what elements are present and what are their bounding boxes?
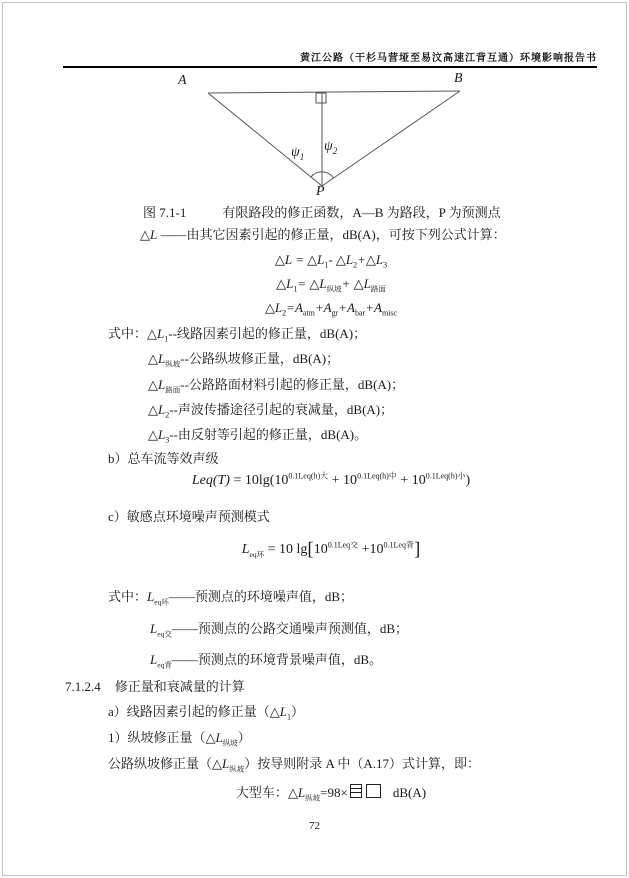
term-symbol: L bbox=[150, 652, 158, 667]
term-subscript: 2 bbox=[165, 410, 170, 420]
term-symbol: L bbox=[150, 621, 158, 636]
term-symbol: △L bbox=[148, 377, 166, 392]
formula-term: △L = △L bbox=[274, 252, 325, 267]
section-b-heading: b）总车流等效声级 bbox=[108, 451, 219, 466]
term-symbol: △L bbox=[287, 785, 306, 800]
figure-label-b: B bbox=[454, 71, 463, 86]
psi2-symbol: ψ bbox=[324, 139, 333, 154]
delta-l-definition-text: ——由其它因素引起的修正量，dB(A)，可按下列公式计算： bbox=[157, 227, 506, 242]
term-definition: ——预测点的公路交通噪声预测值，dB； bbox=[171, 621, 408, 636]
formula-subscript: 2 bbox=[353, 260, 358, 270]
formula-term: +10 bbox=[358, 542, 384, 557]
term-symbol: △L bbox=[148, 427, 166, 442]
formula-term: △L bbox=[264, 300, 283, 315]
psi1-symbol: ψ bbox=[291, 145, 300, 160]
formula-subscript: 2 bbox=[282, 308, 287, 318]
where2-line-3 bbox=[150, 652, 382, 668]
formula-superscript: 0.1Leq背 bbox=[383, 540, 414, 550]
header-rule bbox=[63, 66, 597, 68]
term-definition: --公路路面材料引起的修正量，dB(A)； bbox=[180, 377, 405, 392]
formula-term: = 10 lg bbox=[264, 542, 308, 557]
formula-term: = △L bbox=[297, 276, 327, 291]
formula-subscript: bar bbox=[355, 308, 366, 318]
formula-large-vehicle bbox=[0, 782, 629, 801]
term-definition: --公路纵坡修正量，dB(A)； bbox=[180, 351, 340, 366]
term-subscript: 1 bbox=[287, 712, 292, 722]
formula-superscript: 0.1Leq交 bbox=[327, 540, 359, 550]
item-text: 1）纵坡修正量（ bbox=[108, 730, 206, 745]
formula-superscript: 0.1Leq(h)小 bbox=[425, 471, 466, 481]
term-definition: --声波传播途径引起的衰减量，dB(A)； bbox=[169, 402, 394, 417]
formula-term: = 10lg(10 bbox=[229, 473, 289, 488]
slope-correction-sentence bbox=[108, 756, 480, 772]
formula-term: =98× bbox=[320, 785, 348, 800]
formula-term: +A bbox=[314, 300, 332, 315]
right-angle-mark bbox=[316, 93, 326, 103]
line-b-to-p bbox=[322, 91, 460, 186]
delta-l-symbol: △L bbox=[140, 227, 158, 242]
formula-subscript: 1 bbox=[293, 284, 298, 294]
formula-subscript: 纵坡 bbox=[326, 284, 342, 294]
missing-glyph-box bbox=[366, 784, 381, 798]
where-prefix: 式中： bbox=[108, 589, 148, 604]
header-title: 黄江公路（干杉马营垭至易汶高速江背互通）环境影响报告书 bbox=[300, 53, 597, 64]
section-7124-heading bbox=[65, 679, 245, 695]
formula-delta-l2 bbox=[0, 300, 629, 316]
formula-subscript: 路面 bbox=[370, 284, 386, 294]
term-definition: ——预测点的环境噪声值，dB； bbox=[168, 589, 354, 604]
formula-term: =A bbox=[286, 300, 303, 315]
figure-angle-psi2 bbox=[324, 139, 337, 155]
term-symbol: △L bbox=[148, 402, 166, 417]
where1-line-4 bbox=[148, 402, 393, 418]
term-subscript: 纵坡 bbox=[222, 738, 238, 748]
term-symbol: △L bbox=[212, 756, 230, 771]
item-text: ）按导则附录 A 中（A.17）式计算，即： bbox=[244, 756, 481, 771]
where-prefix: 式中： bbox=[108, 326, 148, 341]
formula-term: + △L bbox=[341, 276, 371, 291]
formula-term: +A bbox=[338, 300, 355, 315]
missing-glyph-box bbox=[350, 784, 362, 798]
page-number: 72 bbox=[309, 820, 320, 832]
segment-ab-line bbox=[208, 91, 460, 93]
item-a-line bbox=[108, 704, 304, 720]
formula-subscript: misc bbox=[381, 308, 398, 318]
left-bracket: [ bbox=[307, 539, 314, 560]
term-subscript: 纵坡 bbox=[305, 793, 321, 803]
formula-term: - △L bbox=[328, 252, 354, 267]
psi2-subscript: 2 bbox=[332, 145, 338, 156]
formula-subscript: atm bbox=[302, 308, 315, 318]
term-subscript: 路面 bbox=[165, 385, 181, 395]
formula-subscript: gr bbox=[331, 308, 339, 318]
formula-subscript: 1 bbox=[324, 260, 329, 270]
formula-subscript: 3 bbox=[383, 260, 388, 270]
formula-term: 10 bbox=[313, 542, 328, 557]
where1-line-1 bbox=[108, 326, 366, 342]
section-c-heading: c）敏感点环境噪声预测模式 bbox=[108, 509, 270, 524]
formula-subscript: eq环 bbox=[249, 549, 265, 559]
figure-caption-text: 有限路段的修正函数，A—B 为路段，P 为预测点 bbox=[222, 205, 501, 220]
line-a-to-p bbox=[208, 93, 322, 186]
formula-term: L bbox=[241, 542, 250, 557]
formula-term: △L bbox=[276, 276, 294, 291]
where1-line-3 bbox=[148, 377, 404, 393]
formula-delta-l1 bbox=[0, 276, 629, 292]
delta-l-definition-line bbox=[140, 227, 506, 243]
item-text: ） bbox=[291, 704, 305, 719]
formula-term: Leq(T) bbox=[191, 473, 230, 488]
term-subscript: 3 bbox=[165, 435, 170, 445]
term-definition: ——预测点的环境背景噪声值，dB。 bbox=[171, 652, 382, 667]
formula-superscript: 0.1Leq(h)中 bbox=[357, 471, 397, 481]
figure-label-p: P bbox=[316, 184, 325, 199]
formula-leq-t bbox=[0, 473, 629, 489]
formula-delta-l-sum bbox=[0, 252, 629, 268]
formula-term: ) bbox=[465, 473, 471, 488]
term-subscript: eq环 bbox=[154, 597, 169, 607]
term-definition: --由反射等引起的修正量，dB(A)。 bbox=[169, 427, 368, 442]
figure-caption-number: 图 7.1-1 bbox=[143, 205, 187, 220]
page-header bbox=[63, 49, 597, 64]
term-subscript: 纵坡 bbox=[165, 359, 181, 369]
term-subscript: 纵坡 bbox=[229, 764, 245, 774]
where2-line-1 bbox=[108, 589, 353, 605]
section-title: 修正量和衰减量的计算 bbox=[114, 679, 245, 694]
figure-label-a: A bbox=[178, 73, 187, 88]
formula-term: +A bbox=[365, 300, 382, 315]
item-text: 公路纵坡修正量（ bbox=[108, 756, 213, 771]
where1-line-5 bbox=[148, 427, 367, 443]
formula-term: + 10 bbox=[328, 473, 358, 488]
formula-label: 大型车： bbox=[235, 785, 288, 800]
figure-diagram bbox=[150, 70, 490, 200]
term-symbol: △L bbox=[148, 351, 166, 366]
term-symbol: △L bbox=[147, 326, 165, 341]
item-text: a）线路因素引起的修正量（ bbox=[108, 704, 270, 719]
item-text: ） bbox=[237, 730, 251, 745]
term-subscript: eq背 bbox=[157, 660, 172, 670]
term-subscript: 1 bbox=[164, 334, 169, 344]
formula-superscript: 0.1Leq(h)大 bbox=[288, 471, 329, 481]
section-number: 7.1.2.4 bbox=[65, 679, 101, 694]
term-symbol: △L bbox=[205, 730, 223, 745]
formula-leq-env bbox=[0, 539, 629, 561]
term-symbol: L bbox=[147, 589, 155, 604]
where1-line-2 bbox=[148, 351, 339, 367]
right-bracket: ] bbox=[413, 539, 421, 560]
term-symbol: △L bbox=[269, 704, 288, 719]
figure-caption bbox=[143, 202, 501, 221]
term-subscript: eq交 bbox=[157, 629, 172, 639]
formula-term: +△L bbox=[357, 252, 384, 267]
psi1-subscript: 1 bbox=[299, 151, 305, 162]
term-definition: --线路因素引起的修正量，dB(A)； bbox=[168, 326, 367, 341]
figure-angle-psi1 bbox=[291, 145, 304, 161]
where2-line-2 bbox=[150, 621, 408, 637]
formula-unit: dB(A) bbox=[392, 785, 427, 800]
formula-term: + 10 bbox=[396, 473, 426, 488]
item-1-line bbox=[108, 730, 251, 746]
